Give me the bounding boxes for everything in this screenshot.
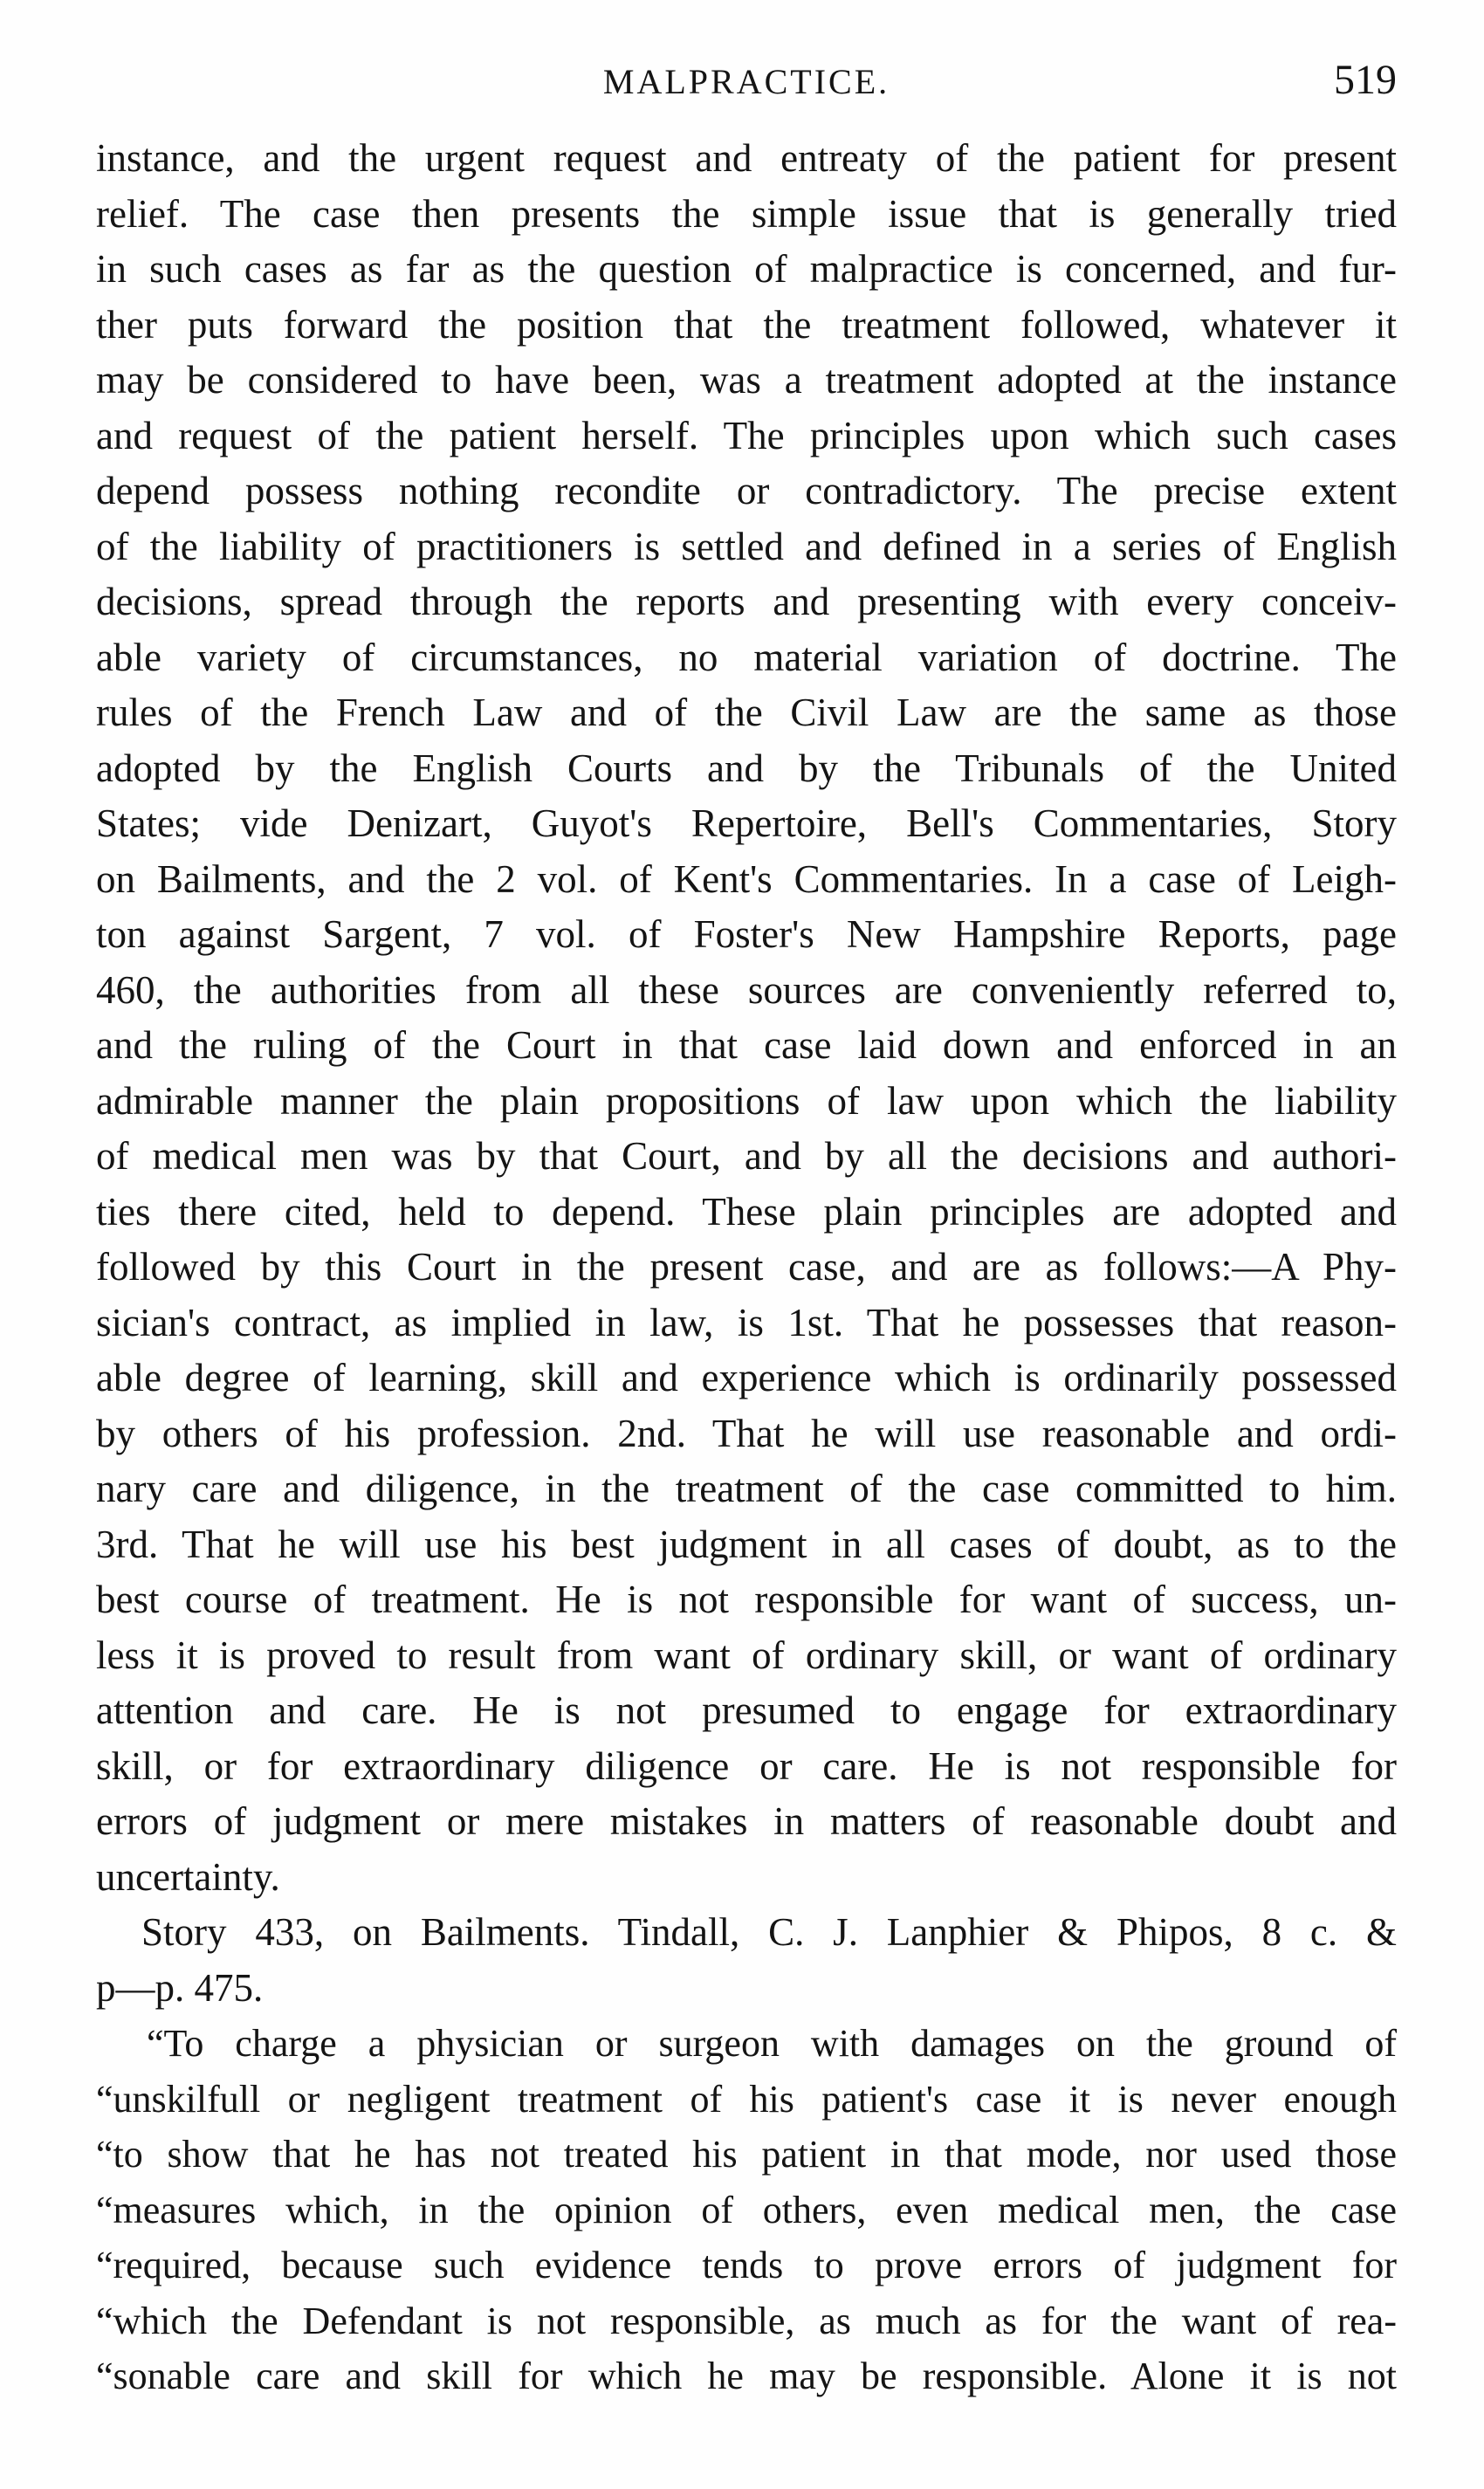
text-line: best course of treatment. He is not responsible for want of success, un- (96, 1578, 1397, 1621)
text-line: followed by this Court in the present case, and are as follows:—A Phy- (96, 1245, 1397, 1289)
text-line: and the ruling of the Court in that case laid down and enforced in an (96, 1023, 1397, 1067)
text-line: ther puts forward the position that the treatment followed, whatever it (96, 302, 1397, 347)
text-line: errors of judgment or mere mistakes in matters of reasonable doubt and (96, 1799, 1397, 1843)
text-line: relief. The case then presents the simple issue that is generally tried (96, 191, 1397, 236)
text-line: on Bailments, and the 2 vol. of Kent's Commentaries. In a case of Leigh- (96, 856, 1397, 901)
text-line: instance, and the urgent request and entreaty of the patient for present (96, 136, 1397, 180)
text-line: skill, or for extraordinary diligence or care. He is not responsible for (96, 1743, 1397, 1788)
text-line: of medical men was by that Court, and by all the decisions and authori- (96, 1134, 1397, 1178)
quote-line: “measures which, in the opinion of others, even medical men, the case (96, 2188, 1397, 2231)
quote-line: “unskilfull or negligent treatment of his patient's case it is never enough (96, 2077, 1397, 2121)
quote-line: “required, because such evidence tends to prove errors of judgment for (96, 2244, 1397, 2286)
quote-line: “sonable care and skill for which he may be responsible. Alone it is not (96, 2355, 1397, 2397)
text-line: in such cases as far as the question of malpractice is concerned, and fur- (96, 247, 1397, 291)
text-line: ton against Sargent, 7 vol. of Foster's New Hampshire Reports, page (96, 912, 1397, 956)
text-line: admirable manner the plain propositions of law upon which the liability (96, 1078, 1397, 1123)
text-line: of the liability of practitioners is settled and defined in a series of English (96, 524, 1397, 568)
citation-line: p—p. 475. (96, 1965, 264, 2010)
text-line: uncertainty. (96, 1854, 280, 1899)
text-line: sician's contract, as implied in law, is 1st. That he possesses that reason- (96, 1300, 1397, 1344)
text-line: 3rd. That he will use his best judgment in all cases of doubt, as to the (96, 1522, 1397, 1566)
text-line: less it is proved to result from want of ordinary skill, or want of ordinary (96, 1633, 1397, 1677)
citation-line: Story 433, on Bailments. Tindall, C. J. Lanphier & Phipos, 8 c. & (141, 1910, 1397, 1954)
text-line: attention and care. He is not presumed to engage for extraordinary (96, 1688, 1397, 1732)
text-line: able variety of circumstances, no material variation of doctrine. The (96, 635, 1397, 679)
quote-line: “to show that he has not treated his patient in that mode, nor used those (96, 2133, 1397, 2176)
page-number: 519 (1334, 57, 1397, 103)
text-line: decisions, spread through the reports and presenting with every conceiv- (96, 580, 1397, 623)
running-head (96, 56, 1397, 117)
text-line: and request of the patient herself. The principles upon which such cases (96, 413, 1397, 457)
text-line: by others of his profession. 2nd. That he will use reasonable and ordi- (96, 1411, 1397, 1455)
text-line: able degree of learning, skill and experience which is ordinarily possessed (96, 1356, 1397, 1399)
text-line: ties there cited, held to depend. These plain principles are adopted and (96, 1189, 1397, 1234)
quote-line: “To charge a physician or surgeon with damages on the ground of (147, 2022, 1397, 2065)
text-line: rules of the French Law and of the Civil Law are the same as those (96, 691, 1397, 734)
text-line: may be considered to have been, was a treatment adopted at the instance (96, 358, 1397, 402)
text-line: depend possess nothing recondite or contradictory. The precise extent (96, 469, 1397, 512)
text-line: 460, the authorities from all these sources are conveniently referred to, (96, 967, 1397, 1012)
text-line: nary care and diligence, in the treatment of the case committed to him. (96, 1467, 1397, 1510)
body-text (96, 131, 1397, 2404)
quote-line: “which the Defendant is not responsible, as much as for the want of rea- (96, 2299, 1397, 2342)
running-title: MALPRACTICE. (602, 62, 890, 101)
text-line: adopted by the English Courts and by the Tribunals of the United (96, 746, 1397, 790)
text-line: States; vide Denizart, Guyot's Repertoire, Bell's Commentaries, Story (96, 801, 1397, 845)
